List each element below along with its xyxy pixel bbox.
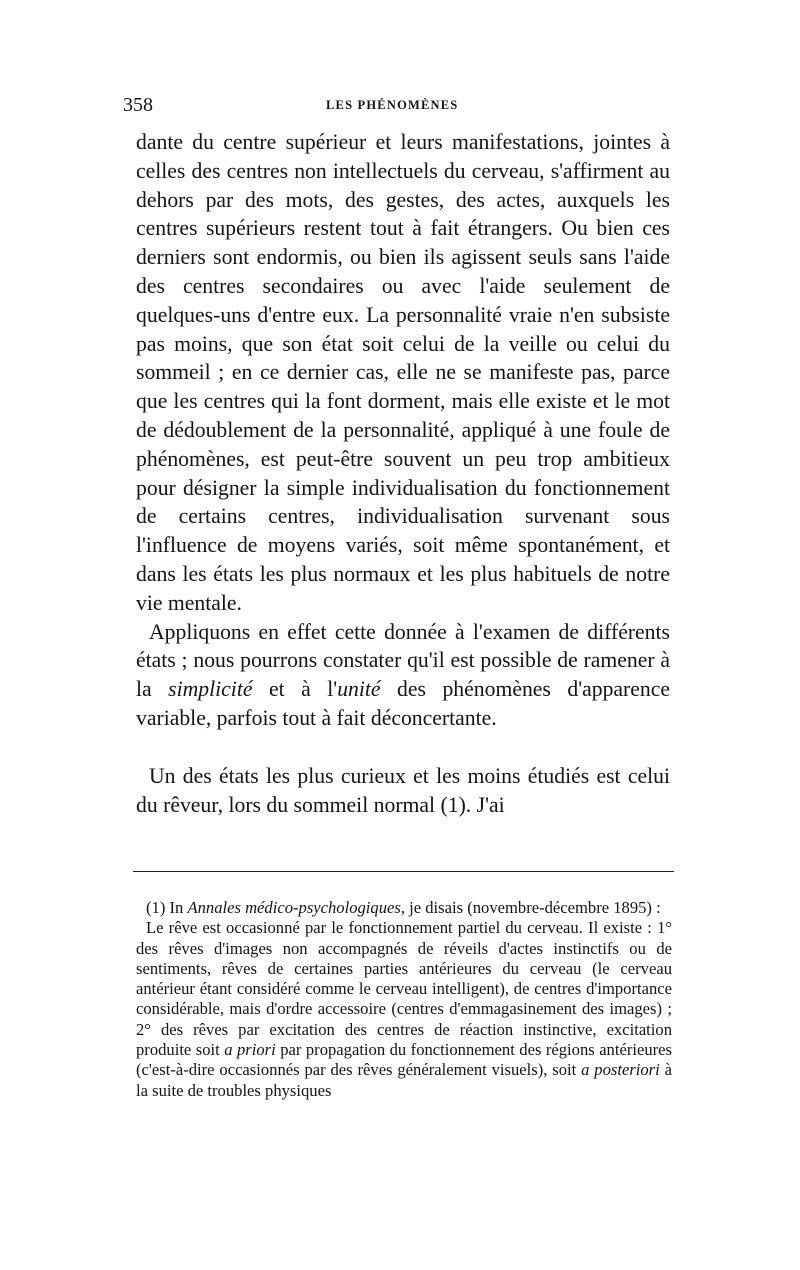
footnote-1-text-b: , je disais (novembre-décembre 1895) : [400,898,661,917]
page-header [123,94,683,118]
footnote-journal-title: Annales médico-psychologiques [187,898,401,917]
paragraph-2-text-c: des phénomènes d'apparence variable, parfois tout à fait déconcertante. [136,677,670,730]
running-title: LES PHÉNOMÈNES [326,98,459,112]
paragraph-2 [136,618,670,733]
main-text [136,128,670,819]
paragraph-2-text-b: et à l' [252,677,338,702]
footnote-line-1 [136,898,672,918]
footnote-line-2 [136,918,672,1101]
paragraph-1: dante du centre supérieur et leurs manifestations, jointes à celles des centres non intellectuels du cerveau, s'affirment au dehors par des mots, des gestes, des actes, auxquels les centres supérieurs restent tout à fait étrangers. Ou bien ces derniers sont endormis, ou bien ils agissent seuls sans l'aide des centres secondaires ou avec l'aide seulement de quelques-uns d'entre eux. La personnalité vraie n'en subsiste pas moins, que son état soit celui de la veille ou celui du sommeil ; en ce dernier cas, elle ne se manifeste pas, parce que les centres qui la font dorment, mais elle existe et le mot de dédoublement de la personnalité, appliqué à une foule de phénomènes, est peut-être souvent un peu trop ambitieux pour désigner la simple individualisation du fonctionnement de certains centres, individualisation survenant sous l'influence de moyens variés, soit même spontanément, et dans les états les plus normaux et les plus habituels de notre vie mentale. [136,130,670,615]
footnote-separator [133,871,674,872]
footnote [136,898,672,1101]
page-number: 358 [123,94,153,116]
paragraph-2-text-a: Appliquons en effet cette donnée à l'examen de différents états ; nous pourrons constater qu'il est possible de ramener à la [136,619,670,702]
footnote-1-text-a: (1) In [146,898,188,917]
italic-a-posteriori: a posteriori [581,1060,660,1080]
footnote-2-text-b: par propagation du fonctionnement des régions antérieures (c'est-à-dire occasionnés par des rêves généralement visuels), soit [136,1040,672,1080]
italic-a-priori: a priori [224,1040,276,1060]
footnote-2-text-a: Le rêve est occasionné par le fonctionnement partiel du cerveau. Il existe : 1° des rêves d'images non accompagnés de réveils d'actes instinctifs ou de sentiments, rêves de certaines parties antérieures du cerveau (le cerveau antérieur étant considéré comme le cerveau intelligent), de centres d'importance considérable, mais d'ordre accessoire (centres d'emmagasinement des images) ; 2° des rêves par excitation des centres de réaction instinctive, excitation produite soit [136,918,672,1060]
paragraph-3: Un des états les plus curieux et les moins étudiés est celui du rêveur, lors du sommeil normal (1). J'ai [136,763,670,817]
footnote-2-text-c: à la suite de troubles physiques [136,1060,673,1100]
italic-simplicite: simplicité [168,677,253,702]
italic-unite: unité [337,677,381,702]
